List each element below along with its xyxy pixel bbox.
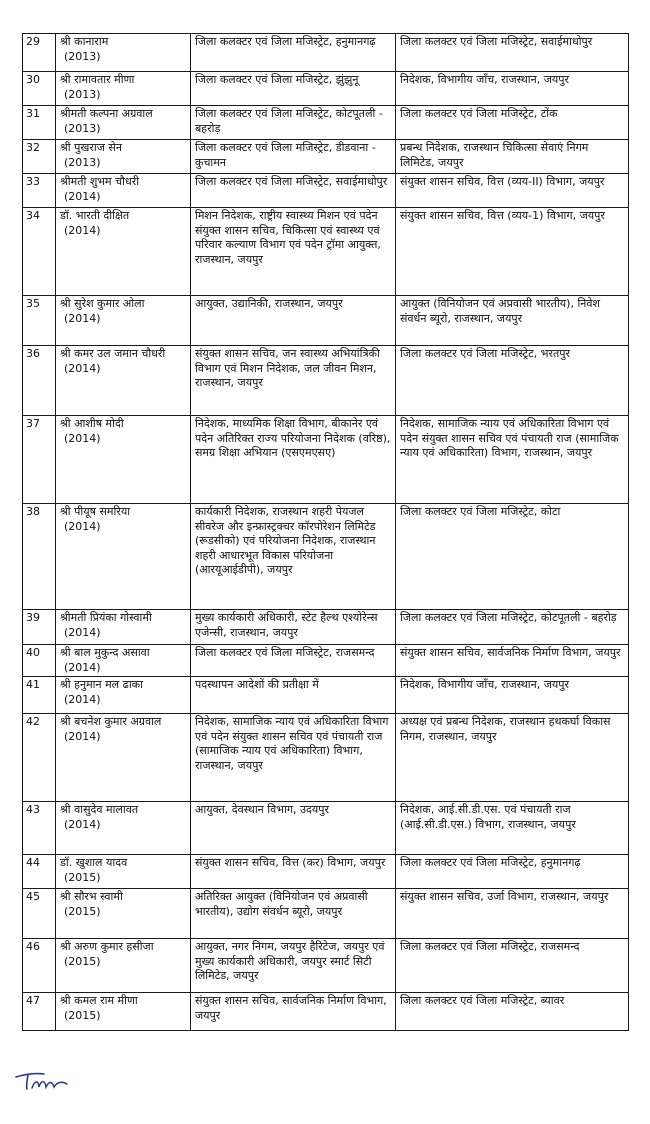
new-posting: निदेशक, विभागीय जाँच, राजस्थान, जयपुर <box>396 677 629 714</box>
table-row <box>23 72 629 106</box>
serial-number: 37 <box>23 416 56 504</box>
new-posting: संयुक्त शासन सचिव, वित्त (व्यय-1) विभाग, जयपुर <box>396 208 629 296</box>
batch-year: (2014) <box>64 223 101 237</box>
officer-name: श्री पुखराज सेन <box>60 141 122 154</box>
table-row <box>23 504 629 610</box>
current-posting: संयुक्त शासन सचिव, सार्वजनिक निर्माण विभाग, जयपुर <box>191 993 396 1031</box>
officer-name: श्रीमती कल्पना अग्रवाल <box>60 107 153 120</box>
serial-number: 35 <box>23 296 56 346</box>
officer-cell <box>56 140 191 174</box>
current-posting: आयुक्त, नगर निगम, जयपुर हैरिटेज, जयपुर एवं मुख्य कार्यकारी अधिकारी, जयपुर स्मार्ट सिटी लिमिटेड, जयपुर <box>191 939 396 993</box>
officer-cell <box>56 855 191 889</box>
batch-year: (2014) <box>64 729 101 743</box>
current-posting: जिला कलक्टर एवं जिला मजिस्ट्रेट, हनुमानगढ़ <box>191 34 396 72</box>
batch-year: (2013) <box>64 121 101 135</box>
new-posting: संयुक्त शासन सचिव, वित्त (व्यय-II) विभाग, जयपुर <box>396 174 629 208</box>
batch-year: (2013) <box>64 155 101 169</box>
officer-name: श्री बचनेश कुमार अग्रवाल <box>60 715 162 728</box>
current-posting: जिला कलक्टर एवं जिला मजिस्ट्रेट, सवाईमाधोपुर <box>191 174 396 208</box>
new-posting: प्रबन्ध निदेशक, राजस्थान चिकित्सा सेवाएं निगम लिमिटेड, जयपुर <box>396 140 629 174</box>
serial-number: 39 <box>23 610 56 645</box>
current-posting: संयुक्त शासन सचिव, जन स्वास्थ्य अभियांत्रिकी विभाग एवं मिशन निदेशक, जल जीवन मिशन, राजस्थान, जयपुर <box>191 346 396 416</box>
table-row <box>23 939 629 993</box>
table-row <box>23 346 629 416</box>
current-posting: निदेशक, माध्यमिक शिक्षा विभाग, बीकानेर एवं पदेन अतिरिक्त राज्य परियोजना निदेशक (वरिष्ठ), समग्र शिक्षा अभियान (एसएमएसए) <box>191 416 396 504</box>
officer-cell <box>56 208 191 296</box>
new-posting: आयुक्त (विनियोजन एवं अप्रवासी भारतीय), निवेश संवर्धन ब्यूरो, राजस्थान, जयपुर <box>396 296 629 346</box>
officer-name: डॉ. भारती दीक्षित <box>60 209 130 222</box>
new-posting: जिला कलक्टर एवं जिला मजिस्ट्रेट, सवाईमाधोपुर <box>396 34 629 72</box>
officer-name: श्री सौरभ स्वामी <box>60 890 123 903</box>
current-posting: मिशन निदेशक, राष्ट्रीय स्वास्थ्य मिशन एवं पदेन संयुक्त शासन सचिव, चिकित्सा एवं स्वास्थ्य एवं परिवार कल्याण विभाग एवं पदेन ट्रॉमा आयुक्त, राजस्थान, जयपुर <box>191 208 396 296</box>
handwritten-signature <box>14 1068 76 1094</box>
new-posting: जिला कलक्टर एवं जिला मजिस्ट्रेट, टोंक <box>396 106 629 140</box>
serial-number: 36 <box>23 346 56 416</box>
table-row <box>23 416 629 504</box>
table-row <box>23 889 629 939</box>
new-posting: संयुक्त शासन सचिव, सार्वजनिक निर्माण विभाग, जयपुर <box>396 645 629 677</box>
batch-year: (2014) <box>64 361 101 375</box>
serial-number: 29 <box>23 34 56 72</box>
table-row <box>23 677 629 714</box>
serial-number: 44 <box>23 855 56 889</box>
serial-number: 43 <box>23 802 56 855</box>
batch-year: (2014) <box>64 189 101 203</box>
serial-number: 42 <box>23 714 56 802</box>
current-posting: पदस्थापन आदेशों की प्रतीक्षा में <box>191 677 396 714</box>
officer-name: श्री अरुण कुमार हसीजा <box>60 940 154 953</box>
batch-year: (2015) <box>64 1008 101 1022</box>
table-row <box>23 610 629 645</box>
officer-cell <box>56 645 191 677</box>
serial-number: 30 <box>23 72 56 106</box>
officer-cell <box>56 504 191 610</box>
officer-name: श्रीमती शुभम चौधरी <box>60 175 140 188</box>
new-posting: जिला कलक्टर एवं जिला मजिस्ट्रेट, ब्यावर <box>396 993 629 1031</box>
officer-cell <box>56 802 191 855</box>
batch-year: (2015) <box>64 954 101 968</box>
officer-cell <box>56 174 191 208</box>
current-posting: आयुक्त, उद्यानिकी, राजस्थान, जयपुर <box>191 296 396 346</box>
table-row <box>23 296 629 346</box>
officer-name: श्री आशीष मोदी <box>60 417 124 430</box>
table-body <box>23 34 629 1031</box>
new-posting: अध्यक्ष एवं प्रबन्ध निदेशक, राजस्थान हथकर्घा विकास निगम, राजस्थान, जयपुर <box>396 714 629 802</box>
officer-cell <box>56 610 191 645</box>
new-posting: जिला कलक्टर एवं जिला मजिस्ट्रेट, कोटा <box>396 504 629 610</box>
current-posting: जिला कलक्टर एवं जिला मजिस्ट्रेट, झुंझुनू <box>191 72 396 106</box>
batch-year: (2014) <box>64 660 101 674</box>
officer-name: श्री पीयूष समरिया <box>60 505 131 518</box>
officer-cell <box>56 677 191 714</box>
serial-number: 33 <box>23 174 56 208</box>
officer-name: श्री कानाराम <box>60 35 109 48</box>
officer-cell <box>56 106 191 140</box>
officer-cell <box>56 993 191 1031</box>
officer-cell <box>56 889 191 939</box>
table-row <box>23 140 629 174</box>
officer-name: श्रीमती प्रियंका गोस्वामी <box>60 611 152 624</box>
table-row <box>23 208 629 296</box>
officer-cell <box>56 939 191 993</box>
officer-cell <box>56 416 191 504</box>
current-posting: संयुक्त शासन सचिव, वित्त (कर) विभाग, जयपुर <box>191 855 396 889</box>
table-row <box>23 993 629 1031</box>
serial-number: 34 <box>23 208 56 296</box>
serial-number: 40 <box>23 645 56 677</box>
new-posting: जिला कलक्टर एवं जिला मजिस्ट्रेट, कोटपूतली - बहरोड़ <box>396 610 629 645</box>
officer-cell <box>56 34 191 72</box>
serial-number: 38 <box>23 504 56 610</box>
officer-name: डॉ. खुशाल यादव <box>60 856 128 869</box>
officer-name: श्री सुरेश कुमार ओला <box>60 297 145 310</box>
current-posting: जिला कलक्टर एवं जिला मजिस्ट्रेट, डीडवाना - कुचामन <box>191 140 396 174</box>
officer-name: श्री कमर उल जमान चौधरी <box>60 347 166 360</box>
table-row <box>23 174 629 208</box>
current-posting: आयुक्त, देवस्थान विभाग, उदयपुर <box>191 802 396 855</box>
transfer-list-table <box>22 33 629 1031</box>
batch-year: (2013) <box>64 87 101 101</box>
new-posting: निदेशक, आई.सी.डी.एस. एवं पंचायती राज (आई.सी.डी.एस.) विभाग, राजस्थान, जयपुर <box>396 802 629 855</box>
table-row <box>23 34 629 72</box>
new-posting: जिला कलक्टर एवं जिला मजिस्ट्रेट, भरतपुर <box>396 346 629 416</box>
officer-name: श्री हनुमान मल ढाका <box>60 678 143 691</box>
new-posting: निदेशक, विभागीय जाँच, राजस्थान, जयपुर <box>396 72 629 106</box>
table-row <box>23 106 629 140</box>
current-posting: अतिरिक्त आयुक्त (विनियोजन एवं अप्रवासी भारतीय), उद्योग संवर्धन ब्यूरो, जयपुर <box>191 889 396 939</box>
batch-year: (2014) <box>64 692 101 706</box>
officer-name: श्री कमल राम मीणा <box>60 994 138 1007</box>
current-posting: कार्यकारी निदेशक, राजस्थान शहरी पेयजल सीवरेज और इन्फ्रास्ट्रक्चर कॉरपोरेशन लिमिटेड (रूडसीको) एवं परियोजना निदेशक, राजस्थान शहरी आधारभूत विकास परियोजना (आरयूआईडीपी), जयपुर <box>191 504 396 610</box>
table-row <box>23 645 629 677</box>
batch-year: (2014) <box>64 625 101 639</box>
serial-number: 32 <box>23 140 56 174</box>
officer-name: श्री बाल मुकुन्द असावा <box>60 646 150 659</box>
new-posting: निदेशक, सामाजिक न्याय एवं अधिकारिता विभाग एवं पदेन संयुक्त शासन सचिव एवं पंचायती राज (सामाजिक न्याय एवं अधिकारिता) विभाग, राजस्थान, जयपुर <box>396 416 629 504</box>
batch-year: (2014) <box>64 431 101 445</box>
serial-number: 46 <box>23 939 56 993</box>
table-row <box>23 714 629 802</box>
new-posting: जिला कलक्टर एवं जिला मजिस्ट्रेट, हनुमानगढ़ <box>396 855 629 889</box>
new-posting: संयुक्त शासन सचिव, उर्जा विभाग, राजस्थान, जयपुर <box>396 889 629 939</box>
officer-name: श्री रामावतार मीणा <box>60 73 135 86</box>
current-posting: निदेशक, सामाजिक न्याय एवं अधिकारिता विभाग एवं पदेन संयुक्त शासन सचिव एवं पंचायती राज (सामाजिक न्याय एवं अधिकारिता) विभाग, राजस्थान, जयपुर <box>191 714 396 802</box>
batch-year: (2014) <box>64 519 101 533</box>
officer-cell <box>56 72 191 106</box>
officer-cell <box>56 296 191 346</box>
batch-year: (2015) <box>64 904 101 918</box>
table-row <box>23 802 629 855</box>
serial-number: 45 <box>23 889 56 939</box>
serial-number: 47 <box>23 993 56 1031</box>
officer-cell <box>56 346 191 416</box>
current-posting: जिला कलक्टर एवं जिला मजिस्ट्रेट, राजसमन्द <box>191 645 396 677</box>
batch-year: (2013) <box>64 49 101 63</box>
serial-number: 31 <box>23 106 56 140</box>
current-posting: जिला कलक्टर एवं जिला मजिस्ट्रेट, कोटपूतली - बहरोड़ <box>191 106 396 140</box>
serial-number: 41 <box>23 677 56 714</box>
batch-year: (2015) <box>64 870 101 884</box>
table-row <box>23 855 629 889</box>
new-posting: जिला कलक्टर एवं जिला मजिस्ट्रेट, राजसमन्द <box>396 939 629 993</box>
officer-cell <box>56 714 191 802</box>
batch-year: (2014) <box>64 817 101 831</box>
batch-year: (2014) <box>64 311 101 325</box>
officer-name: श्री वासुदेव मालावत <box>60 803 139 816</box>
current-posting: मुख्य कार्यकारी अधिकारी, स्टेट हैल्थ एश्योरेन्स एजेन्सी, राजस्थान, जयपुर <box>191 610 396 645</box>
